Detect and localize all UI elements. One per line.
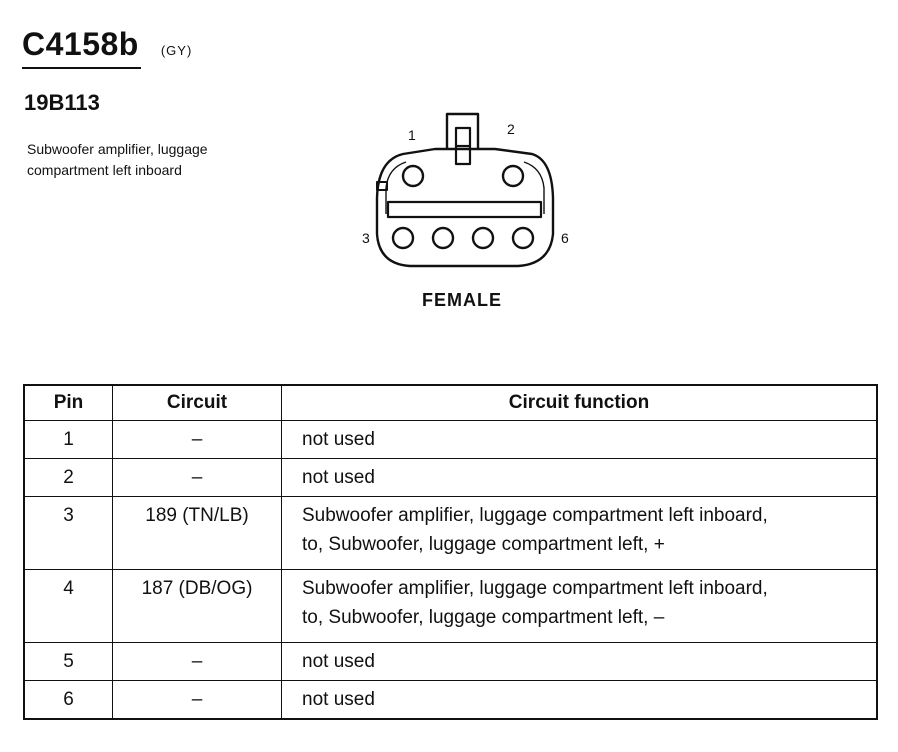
title-underline xyxy=(22,67,141,69)
cell-circuit: – xyxy=(113,643,282,681)
function-line-1: not used xyxy=(302,651,375,672)
header-circuit-function: Circuit function xyxy=(282,385,878,421)
cell-pin: 5 xyxy=(24,643,113,681)
connector-face-diagram xyxy=(350,106,590,286)
cell-pin: 2 xyxy=(24,459,113,497)
header-circuit: Circuit xyxy=(113,385,282,421)
connector-color-code: (GY) xyxy=(160,43,193,58)
cell-circuit-function xyxy=(282,643,878,681)
cell-circuit: – xyxy=(113,681,282,720)
pin-label-1: 1 xyxy=(408,127,416,143)
connector-id: C4158b xyxy=(22,26,139,62)
connector-title xyxy=(22,26,192,63)
table-row xyxy=(24,459,877,497)
cell-circuit-function xyxy=(282,497,878,570)
pin-cavity-3 xyxy=(393,228,413,248)
header-pin: Pin xyxy=(24,385,113,421)
pin-cavity-5 xyxy=(473,228,493,248)
function-line-1: Subwoofer amplifier, luggage compartment left inboard, xyxy=(302,578,768,599)
pin-label-6: 6 xyxy=(561,230,569,246)
locking-tab-outline xyxy=(447,114,478,150)
part-number: 19B113 xyxy=(24,90,100,115)
function-line-1: not used xyxy=(302,467,375,488)
cell-circuit: 189 (TN/LB) xyxy=(113,497,282,570)
table-row xyxy=(24,681,877,720)
table-header-row xyxy=(24,385,877,421)
cell-pin: 4 xyxy=(24,570,113,643)
cell-pin: 1 xyxy=(24,421,113,459)
cell-circuit-function xyxy=(282,421,878,459)
pin-table xyxy=(23,384,878,720)
function-line-1: not used xyxy=(302,689,375,710)
table-row xyxy=(24,421,877,459)
cell-circuit: – xyxy=(113,421,282,459)
cell-circuit-function xyxy=(282,681,878,720)
cell-pin: 3 xyxy=(24,497,113,570)
pin-cavity-1 xyxy=(403,166,423,186)
function-line-2: to, Subwoofer, luggage compartment left, – xyxy=(302,607,665,628)
pin-cavity-4 xyxy=(433,228,453,248)
cell-circuit-function xyxy=(282,459,878,497)
center-slot xyxy=(388,202,541,217)
cell-circuit: – xyxy=(113,459,282,497)
location-line-2: compartment left inboard xyxy=(27,162,182,178)
cell-circuit: 187 (DB/OG) xyxy=(113,570,282,643)
pin-cavity-2 xyxy=(503,166,523,186)
function-line-2: to, Subwoofer, luggage compartment left, + xyxy=(302,534,665,555)
connector-location xyxy=(27,139,267,181)
connector-gender-label: FEMALE xyxy=(422,290,502,310)
location-line-1: Subwoofer amplifier, luggage xyxy=(27,141,208,157)
table-row xyxy=(24,497,877,570)
function-line-1: Subwoofer amplifier, luggage compartment left inboard, xyxy=(302,505,768,526)
pin-label-2: 2 xyxy=(507,121,515,137)
cell-circuit-function xyxy=(282,570,878,643)
pin-label-3: 3 xyxy=(362,230,370,246)
table-row xyxy=(24,570,877,643)
function-line-1: not used xyxy=(302,429,375,450)
table-row xyxy=(24,643,877,681)
cell-pin: 6 xyxy=(24,681,113,720)
pin-cavity-6 xyxy=(513,228,533,248)
